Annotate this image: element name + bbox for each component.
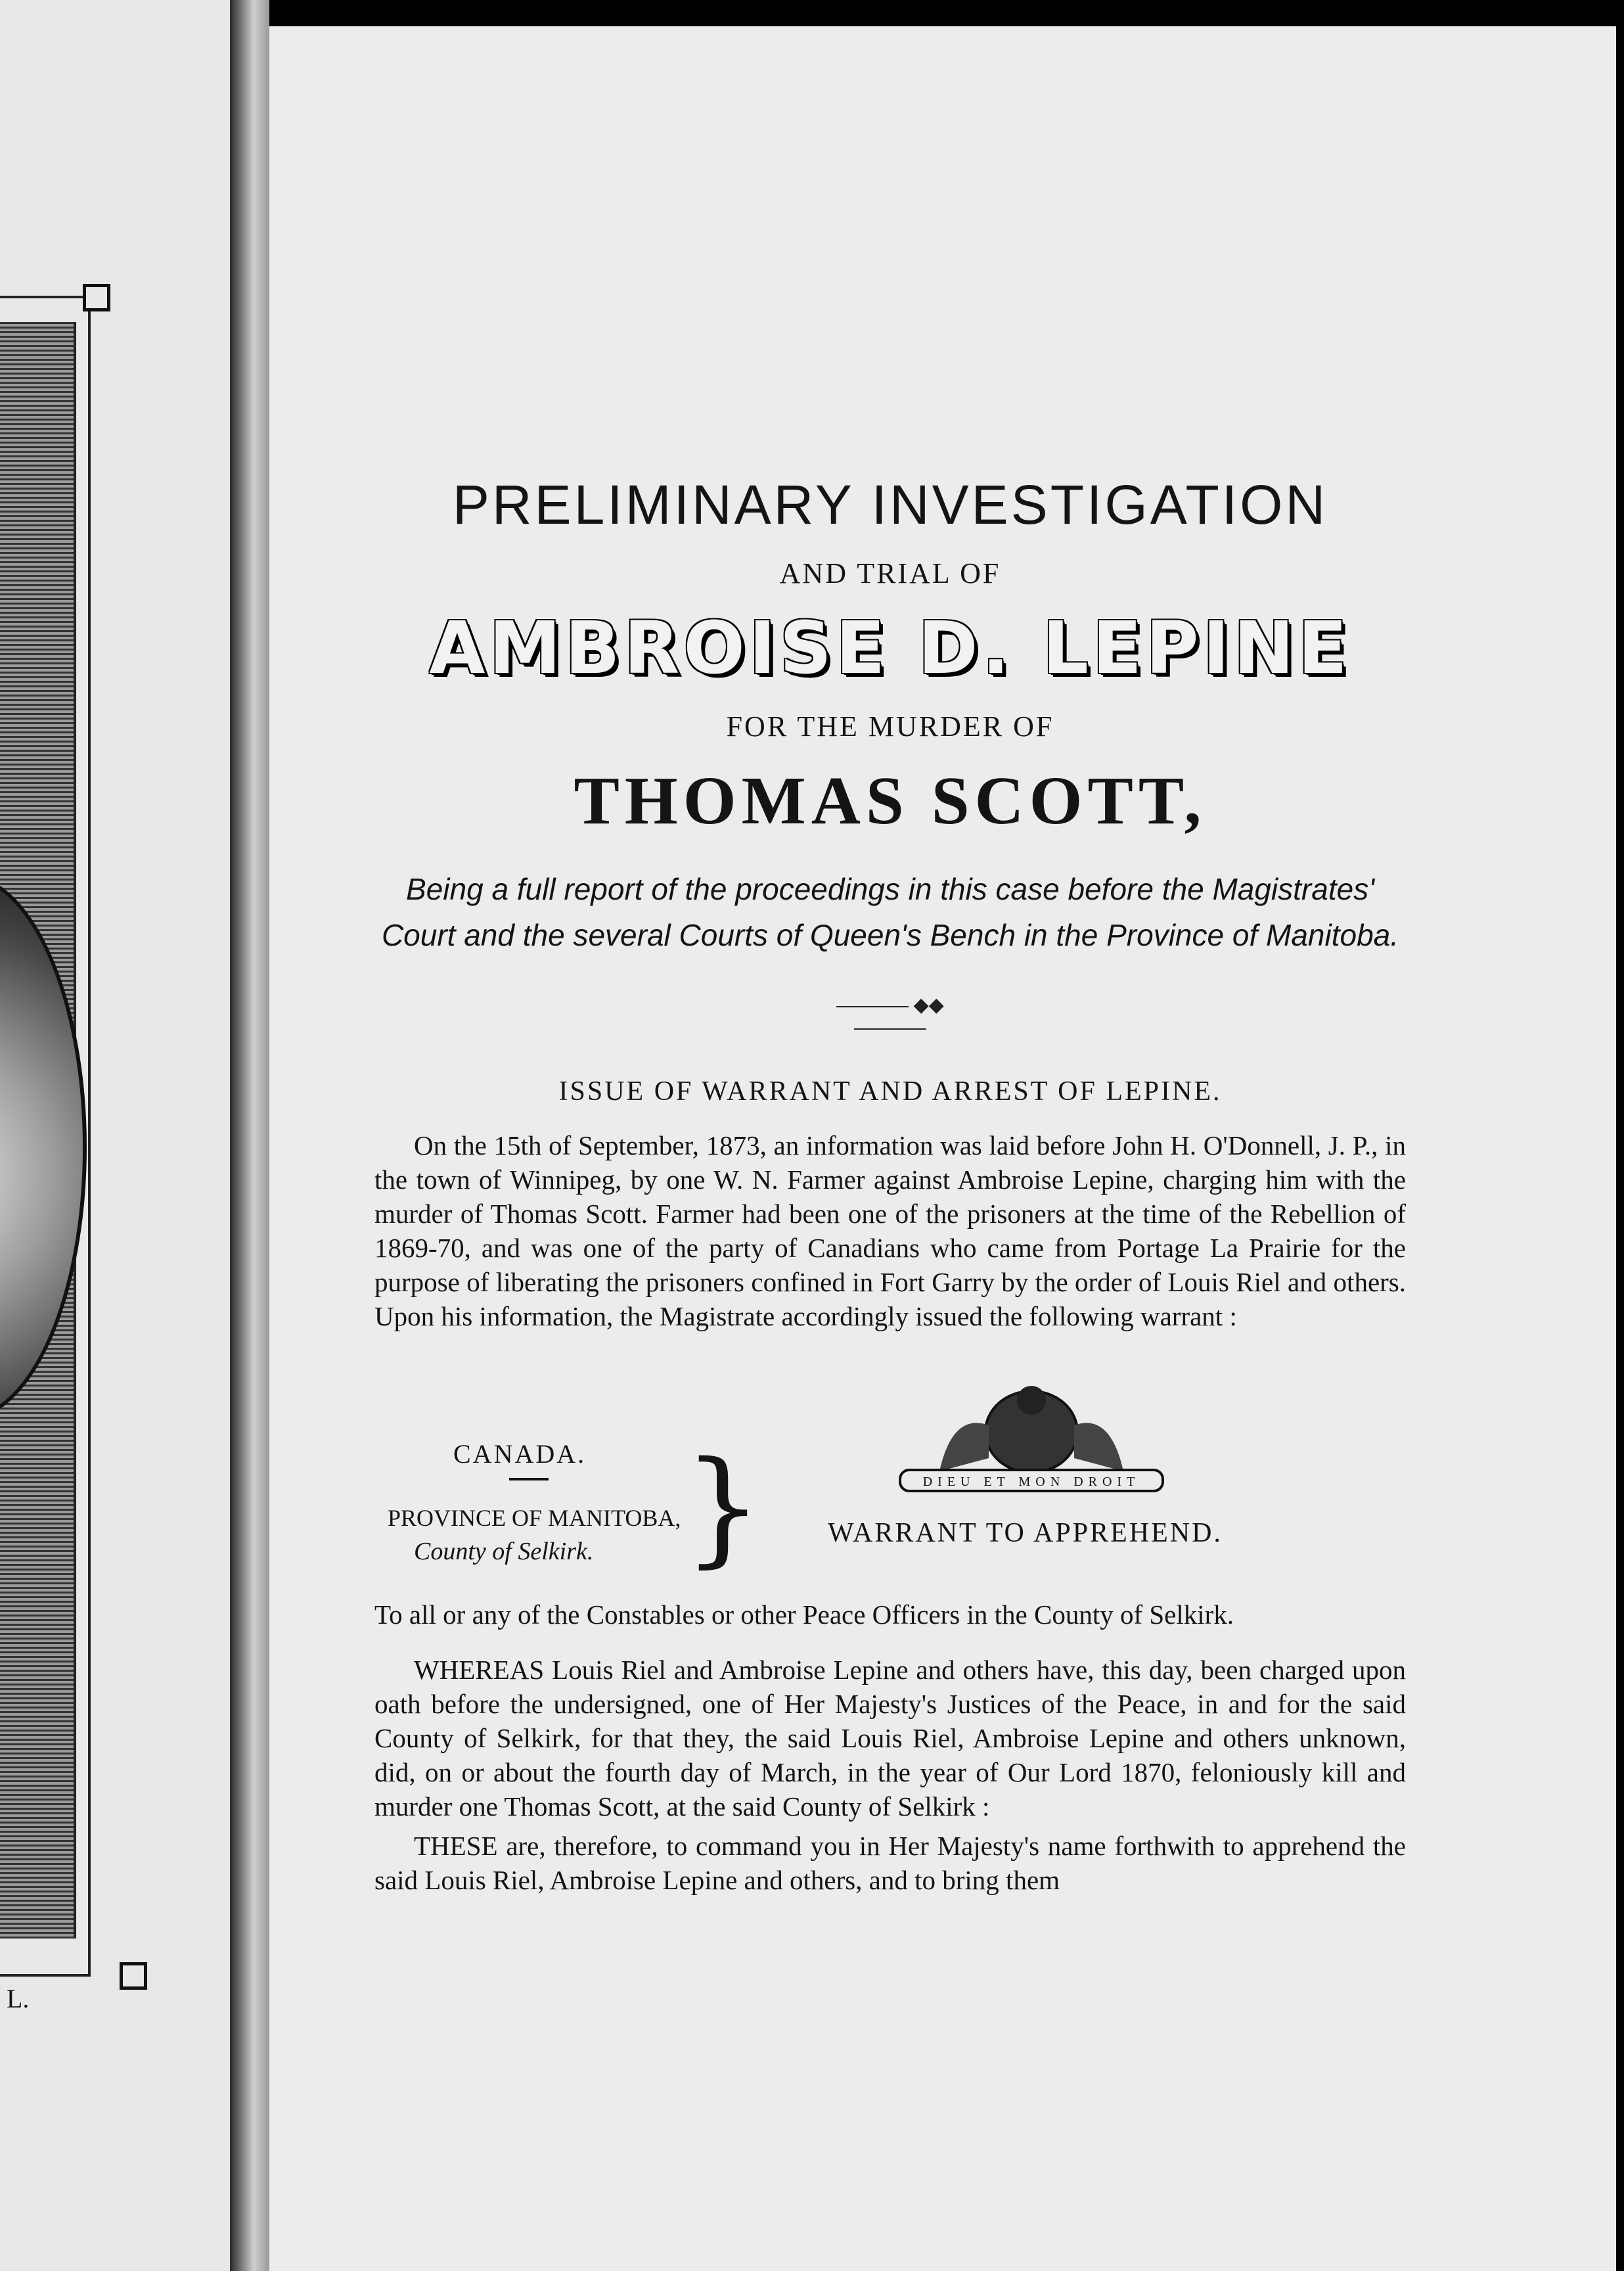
warrant-country-rule xyxy=(509,1478,549,1480)
title-line-and-trial-of: AND TRIAL OF xyxy=(779,557,1001,589)
warrant-province: PROVINCE OF MANITOBA, xyxy=(388,1505,681,1531)
page-content xyxy=(374,447,1406,1897)
facing-page xyxy=(0,0,230,2271)
title-line-preliminary-investigation: PRELIMINARY INVESTIGATION xyxy=(452,474,1328,536)
paragraph-whereas: WHEREAS Louis Riel and Ambroise Lepine and others have, this day, been charged upon oath before the undersigned, one of Her Majesty's Justices of the Peace, in and for the said County of Selkirk, for that they, the said Louis Riel, Ambroise Lepine and others unknown, did, on or about the fourth day of March, in the year of Our Lord 1870, feloniously kill and murder one Thomas Scott, at the said County of Selkirk : xyxy=(374,1655,1406,1822)
frame-corner-ornament xyxy=(83,284,110,311)
frame-corner-ornament xyxy=(120,1962,147,1990)
section-heading: ISSUE OF WARRANT AND ARREST OF LEPINE. xyxy=(558,1076,1222,1107)
paragraph-these-are: THESE are, therefore, to command you in Her Majesty's name forthwith to apprehend the said Louis Riel, Ambroise Lepine and others, and to bring them xyxy=(374,1831,1406,1895)
royal-coat-of-arms-icon xyxy=(874,1386,1189,1498)
warrant-country: CANADA. xyxy=(453,1439,587,1469)
warrant-header xyxy=(374,1386,1406,1580)
coat-of-arms-motto: DIEU ET MON DROIT xyxy=(922,1475,1140,1489)
curly-brace: } xyxy=(683,1434,763,1580)
facing-page-caption: L. xyxy=(7,1984,30,2013)
warrant-title: WARRANT TO APPREHEND. xyxy=(828,1518,1223,1548)
ornamental-divider: ◆◆ xyxy=(805,994,976,1039)
paragraph-information-laid: On the 15th of September, 1873, an information was laid before John H. O'Donnell, J. P., in the town of Winnipeg, by one W. N. Farmer against Ambroise Lepine, charging him with the murder of Thomas Scott. Farmer had been one of the prisoners at the time of the Rebellion of 1869-70, and was one of the party of Canadians who came from Portage La Prairie for the purpose of liberating the prisoners confined in Fort Garry by the order of Louis Riel and others. Upon his information, the Magistrate accordingly issued the following warrant : xyxy=(374,1130,1406,1331)
title-line-for-the-murder-of: FOR THE MURDER OF xyxy=(726,710,1054,743)
book-gutter xyxy=(230,0,269,2271)
victim-name: THOMAS SCOTT, xyxy=(574,763,1207,838)
address-line: To all or any of the Constables or other Peace Officers in the County of Selkirk. xyxy=(374,1599,1234,1630)
defendant-name: AMBROISE D. LEPINE xyxy=(429,606,1351,690)
warrant-county: County of Selkirk. xyxy=(414,1538,594,1565)
subtitle: Being a full report of the proceedings in this case before the Magistrates' Court and the several Courts of Queen's Bench in the Province of Manitoba. xyxy=(381,872,1399,952)
